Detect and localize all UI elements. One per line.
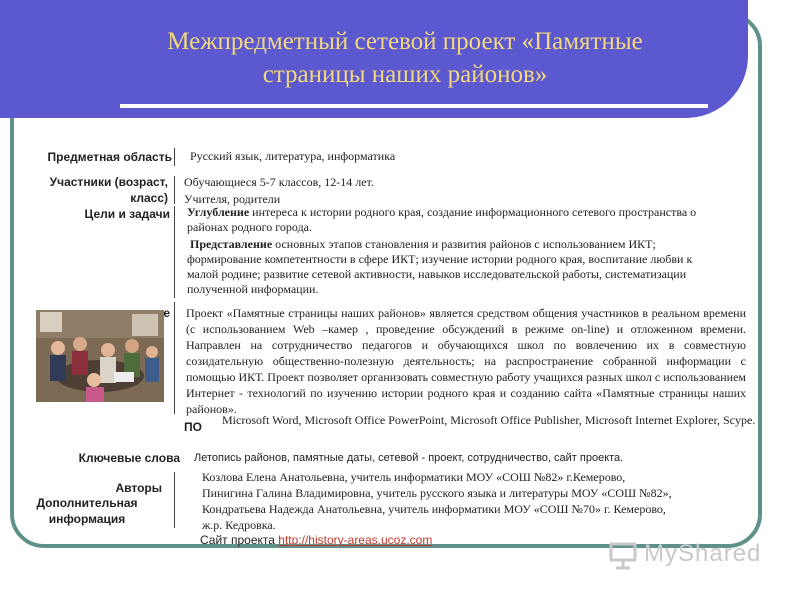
classroom-photo [36, 310, 164, 402]
divider [174, 302, 175, 414]
authors-label: Авторы [115, 481, 162, 495]
site-line [200, 533, 600, 548]
divider [174, 176, 175, 204]
keywords-value: Летопись районов, памятные даты, сетевой - проект, сотрудничество, сайт проекта. [194, 452, 624, 464]
description-label: е [163, 306, 170, 320]
software-value: Microsoft Word, Microsoft Office PowerPoint, Microsoft Office Publisher, Microsoft Internet Explorer, Scype. [222, 413, 756, 427]
additional-label-line-2: информация [48, 512, 126, 526]
authors-value [202, 469, 762, 533]
goals-p2-bold: Представление [190, 237, 273, 251]
page-title [120, 25, 690, 91]
subject-value: Русский язык, литература, информатика [190, 149, 396, 163]
goals-p1-bold: Углубление [187, 205, 250, 219]
author-line: ж.р. Кедровка. [202, 518, 276, 532]
participants-label [20, 174, 168, 206]
author-line: Пинигина Галина Владимировна, учитель русского языка и литературы МОУ «СОШ №82», [202, 486, 672, 500]
presentation-board-icon [608, 540, 638, 570]
author-line: Козлова Елена Анатольевна, учитель информатики МОУ «СОШ №82» г.Кемерово, [202, 470, 626, 484]
additional-label-line-1: Дополнительная [36, 496, 138, 510]
goals-p2-text: основных этапов становления и развития районов с использованием ИКТ; формирование компетентности в сфере ИКТ; изучение истории родного края, воспитание любви к малой родине; развитие сетевой активности, навыков исследовательской работы, систематизации полученной информации. [187, 237, 693, 296]
site-link[interactable]: http://history-areas.ucoz.com [278, 533, 433, 547]
participants-value-line-2: Учителя, родители [184, 192, 281, 206]
goals-paragraph-1 [187, 205, 712, 235]
logo-text: MyShared [644, 540, 762, 567]
participants-value-line-1: Обучающиеся 5-7 классов, 12-14 лет. [184, 175, 374, 189]
goals-p1-text: интереса к истории родного края, создание информационного сетевого пространства о районах родного города. [187, 205, 697, 234]
myshared-logo [608, 538, 762, 570]
title-line-1: Межпредметный сетевой проект «Памятные [167, 28, 643, 55]
keywords-label: Ключевые слова [78, 451, 180, 465]
author-line: Кондратьева Надежда Анатольевна, учитель информатики МОУ «СОШ №70» г. Кемерово, [202, 502, 666, 516]
subject-label: Предметная область [47, 150, 172, 164]
software-label: ПО [184, 420, 202, 434]
divider [174, 472, 175, 528]
divider [174, 206, 175, 298]
participants-value [184, 174, 744, 208]
additional-label [20, 495, 154, 527]
divider [174, 148, 175, 166]
participants-label-line-1: Участники (возраст, [49, 175, 168, 189]
title-banner [0, 0, 748, 118]
goals-paragraph-2 [187, 237, 717, 297]
participants-label-line-2: класс) [130, 191, 168, 205]
description-value: Проект «Памятные страницы наших районов» является средством общения участников в реальном времени (с использованием Web –камер , проведение обсуждений в режиме on-line) и отложенном времени. Направлен на сотрудничество педагогов и обучающихся школ по вовлечению их в совместную созидательную общественно-полезную деятельность; на распространение собранной информации с помощью ИКТ. Проект позволяет организовать совместную работу учащихся разных школ с использованием Интернет - технологий по изучению истории родного края и созданию сайта «Памятные страницы наших районов». [186, 306, 746, 416]
title-line-2: страницы наших районов» [262, 61, 548, 88]
title-underline [120, 104, 708, 108]
goals-label: Цели и задачи [84, 207, 170, 221]
site-prefix: Сайт проекта [200, 533, 279, 547]
